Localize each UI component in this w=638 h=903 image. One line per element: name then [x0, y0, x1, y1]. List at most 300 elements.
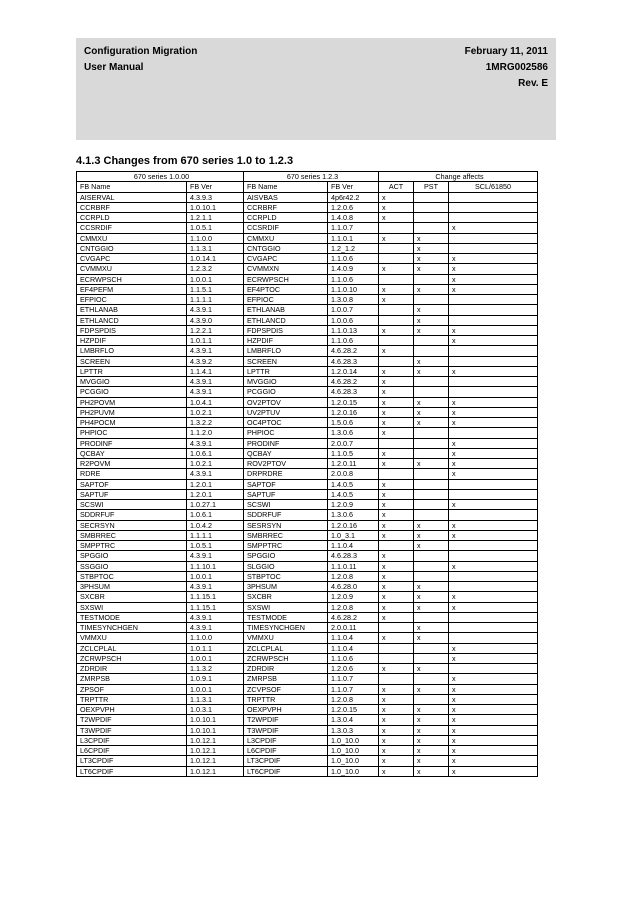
act-cell: x: [379, 551, 414, 561]
old-fb-ver: 1.0.12.1: [187, 766, 244, 776]
new-fb-ver: 1.3.0.6: [328, 428, 379, 438]
act-cell: x: [379, 746, 414, 756]
act-cell: x: [379, 459, 414, 469]
new-fb-name: PHPIOC: [244, 428, 328, 438]
old-fb-ver: 1.0.5.1: [187, 223, 244, 233]
new-fb-name: EF4PTOC: [244, 284, 328, 294]
old-fb-name: CCRPLD: [77, 213, 187, 223]
new-fb-name: SDDRFUF: [244, 510, 328, 520]
pst-cell: [414, 448, 449, 458]
old-fb-ver: 1.0.6.1: [187, 448, 244, 458]
old-fb-ver: 1.0.1.1: [187, 336, 244, 346]
pst-cell: x: [414, 725, 449, 735]
old-fb-name: SXSWI: [77, 602, 187, 612]
new-fb-name: CVGAPC: [244, 254, 328, 264]
new-fb-name: ZCVPSOF: [244, 684, 328, 694]
old-fb-name: CNTGGIO: [77, 243, 187, 253]
old-fb-name: SMBRREC: [77, 530, 187, 540]
act-cell: x: [379, 602, 414, 612]
old-fb-name: PRODINF: [77, 438, 187, 448]
pst-cell: [414, 653, 449, 663]
new-fb-ver: 1.0.0.6: [328, 315, 379, 325]
new-fb-ver: 1.2.0.6: [328, 202, 379, 212]
new-fb-ver: 4.6.28.3: [328, 356, 379, 366]
new-fb-ver: 1.3.0.4: [328, 715, 379, 725]
old-fb-ver: 1.1.10.1: [187, 561, 244, 571]
new-fb-name: SCREEN: [244, 356, 328, 366]
new-fb-name: SXSWI: [244, 602, 328, 612]
new-fb-ver: 2.0.0.8: [328, 469, 379, 479]
pst-cell: [414, 469, 449, 479]
table-row: [77, 336, 538, 346]
scl-cell: x: [449, 756, 538, 766]
document-revision: Rev. E: [518, 78, 548, 89]
act-cell: x: [379, 756, 414, 766]
new-fb-ver: 1.2_1.2: [328, 243, 379, 253]
new-fb-ver: 1.2.0.8: [328, 694, 379, 704]
table-row: [77, 274, 538, 284]
old-fb-ver: 1.2.0.1: [187, 479, 244, 489]
scl-cell: x: [449, 674, 538, 684]
old-fb-name: SXCBR: [77, 592, 187, 602]
new-fb-ver: 4p6r42.2: [328, 192, 379, 202]
old-fb-ver: 1.1.0.0: [187, 233, 244, 243]
act-cell: [379, 315, 414, 325]
pst-cell: x: [414, 705, 449, 715]
pst-cell: x: [414, 315, 449, 325]
old-fb-ver: 1.2.3.2: [187, 264, 244, 274]
pst-cell: x: [414, 366, 449, 376]
old-fb-name: PH2POVM: [77, 397, 187, 407]
group-header-old: 670 series 1.0.00: [77, 172, 244, 182]
scl-cell: x: [449, 397, 538, 407]
act-cell: [379, 643, 414, 653]
new-fb-ver: 1.2.0.8: [328, 602, 379, 612]
scl-cell: x: [449, 366, 538, 376]
new-fb-name: EFPIOC: [244, 295, 328, 305]
act-cell: x: [379, 387, 414, 397]
old-fb-name: ETHLANAB: [77, 305, 187, 315]
old-fb-name: ZPSOF: [77, 684, 187, 694]
act-cell: x: [379, 561, 414, 571]
table-row: [77, 438, 538, 448]
old-fb-ver: 1.0.0.1: [187, 274, 244, 284]
scl-cell: [449, 489, 538, 499]
old-fb-name: LT3CPDIF: [77, 756, 187, 766]
new-fb-ver: 1.3.0.8: [328, 295, 379, 305]
new-fb-name: LPTTR: [244, 366, 328, 376]
scl-cell: [449, 571, 538, 581]
table-row: [77, 582, 538, 592]
scl-cell: x: [449, 735, 538, 745]
table-row: [77, 325, 538, 335]
new-fb-ver: 1.1.0.6: [328, 254, 379, 264]
act-cell: x: [379, 284, 414, 294]
old-fb-ver: 1.2.1.1: [187, 213, 244, 223]
old-fb-ver: 4.3.9.1: [187, 582, 244, 592]
new-fb-name: LMBRFLO: [244, 346, 328, 356]
table-row: [77, 479, 538, 489]
act-cell: x: [379, 766, 414, 776]
old-fb-name: RDRE: [77, 469, 187, 479]
old-fb-ver: 4.3.9.1: [187, 623, 244, 633]
old-fb-name: R2POVM: [77, 459, 187, 469]
new-fb-ver: 1.0_10.0: [328, 735, 379, 745]
table-row: [77, 397, 538, 407]
act-cell: x: [379, 418, 414, 428]
pst-cell: x: [414, 766, 449, 776]
act-cell: x: [379, 592, 414, 602]
new-fb-name: SAPTOF: [244, 479, 328, 489]
new-fb-name: 3PHSUM: [244, 582, 328, 592]
act-cell: x: [379, 428, 414, 438]
table-row: [77, 346, 538, 356]
scl-cell: x: [449, 459, 538, 469]
old-fb-ver: 1.0.4.2: [187, 520, 244, 530]
new-fb-ver: 1.1.0.7: [328, 223, 379, 233]
scl-cell: x: [449, 336, 538, 346]
pst-cell: x: [414, 407, 449, 417]
pst-cell: x: [414, 664, 449, 674]
table-row: [77, 530, 538, 540]
act-cell: x: [379, 500, 414, 510]
act-cell: x: [379, 479, 414, 489]
scl-cell: [449, 428, 538, 438]
act-cell: x: [379, 705, 414, 715]
old-fb-name: MVGGIO: [77, 377, 187, 387]
scl-cell: x: [449, 530, 538, 540]
act-cell: x: [379, 694, 414, 704]
table-row: [77, 735, 538, 745]
act-cell: [379, 274, 414, 284]
header-right: [465, 44, 548, 92]
act-cell: x: [379, 725, 414, 735]
old-fb-name: SDDRFUF: [77, 510, 187, 520]
pst-cell: [414, 387, 449, 397]
scl-cell: [449, 295, 538, 305]
scl-cell: x: [449, 469, 538, 479]
old-fb-ver: 1.0.10.1: [187, 202, 244, 212]
pst-cell: [414, 295, 449, 305]
pst-cell: x: [414, 520, 449, 530]
pst-cell: x: [414, 582, 449, 592]
old-fb-name: T2WPDIF: [77, 715, 187, 725]
old-fb-name: PCGGIO: [77, 387, 187, 397]
new-fb-name: MVGGIO: [244, 377, 328, 387]
old-fb-ver: 1.0.5.1: [187, 541, 244, 551]
pst-cell: x: [414, 243, 449, 253]
pst-cell: x: [414, 356, 449, 366]
pst-cell: x: [414, 305, 449, 315]
old-fb-ver: 4.3.9.1: [187, 612, 244, 622]
new-fb-ver: 1.2.0.16: [328, 520, 379, 530]
pst-cell: x: [414, 397, 449, 407]
new-fb-ver: 4.6.28.3: [328, 551, 379, 561]
old-fb-ver: 1.1.1.1: [187, 530, 244, 540]
table-row: [77, 500, 538, 510]
new-fb-ver: 1.2.0.11: [328, 459, 379, 469]
new-fb-name: TRPTTR: [244, 694, 328, 704]
scl-cell: [449, 377, 538, 387]
old-fb-ver: 1.1.1.1: [187, 295, 244, 305]
new-fb-ver: 1.1.0.4: [328, 633, 379, 643]
scl-cell: x: [449, 274, 538, 284]
scl-cell: [449, 315, 538, 325]
scl-cell: [449, 346, 538, 356]
new-fb-name: SPGGIO: [244, 551, 328, 561]
table-row: [77, 295, 538, 305]
new-fb-ver: 1.2.0.8: [328, 571, 379, 581]
scl-cell: x: [449, 643, 538, 653]
new-fb-name: LT6CPDIF: [244, 766, 328, 776]
table-row: [77, 448, 538, 458]
table-row: [77, 551, 538, 561]
new-fb-ver: 1.2.0.15: [328, 705, 379, 715]
old-fb-ver: 4.3.9.1: [187, 469, 244, 479]
new-fb-name: ZMRPSB: [244, 674, 328, 684]
new-fb-ver: 4.6.28.2: [328, 612, 379, 622]
pst-cell: [414, 428, 449, 438]
document-title: Configuration Migration: [84, 46, 198, 57]
old-fb-ver: 1.1.5.1: [187, 284, 244, 294]
pst-cell: [414, 346, 449, 356]
act-cell: [379, 469, 414, 479]
table-row: [77, 192, 538, 202]
old-fb-name: VMMXU: [77, 633, 187, 643]
section-heading: 4.1.3 Changes from 670 series 1.0 to 1.2.3: [76, 155, 294, 167]
scl-cell: x: [449, 520, 538, 530]
table-row: [77, 243, 538, 253]
pst-cell: x: [414, 715, 449, 725]
old-fb-name: OEXPVPH: [77, 705, 187, 715]
new-fb-name: ETHLANCD: [244, 315, 328, 325]
old-fb-name: CMMXU: [77, 233, 187, 243]
scl-cell: [449, 479, 538, 489]
scl-cell: x: [449, 500, 538, 510]
pst-cell: x: [414, 418, 449, 428]
column-header: FB Ver: [187, 182, 244, 192]
new-fb-ver: 1.4.0.5: [328, 479, 379, 489]
old-fb-name: LMBRFLO: [77, 346, 187, 356]
new-fb-name: UV2PTUV: [244, 407, 328, 417]
act-cell: x: [379, 448, 414, 458]
new-fb-name: L6CPDIF: [244, 746, 328, 756]
act-cell: [379, 305, 414, 315]
scl-cell: x: [449, 223, 538, 233]
act-cell: x: [379, 397, 414, 407]
table-row: [77, 653, 538, 663]
new-fb-name: AISVBAS: [244, 192, 328, 202]
table-row: [77, 612, 538, 622]
old-fb-ver: 1.0.4.1: [187, 397, 244, 407]
new-fb-name: ZCLCPLAL: [244, 643, 328, 653]
scl-cell: x: [449, 438, 538, 448]
new-fb-name: CMMXU: [244, 233, 328, 243]
pst-cell: x: [414, 254, 449, 264]
new-fb-name: CCRBRF: [244, 202, 328, 212]
act-cell: x: [379, 377, 414, 387]
scl-cell: x: [449, 284, 538, 294]
pst-cell: [414, 377, 449, 387]
pst-cell: [414, 438, 449, 448]
old-fb-name: SMPPTRC: [77, 541, 187, 551]
new-fb-ver: 1.0.0.7: [328, 305, 379, 315]
column-header: SCL/61850: [449, 182, 538, 192]
new-fb-name: VMMXU: [244, 633, 328, 643]
old-fb-name: L6CPDIF: [77, 746, 187, 756]
new-fb-ver: 1.1.0.5: [328, 448, 379, 458]
new-fb-name: ZCRWPSCH: [244, 653, 328, 663]
act-cell: [379, 356, 414, 366]
new-fb-name: TIMESYNCHGEN: [244, 623, 328, 633]
old-fb-ver: 4.3.9.1: [187, 346, 244, 356]
old-fb-name: HZPDIF: [77, 336, 187, 346]
new-fb-ver: 1.1.0.6: [328, 653, 379, 663]
new-fb-ver: 1.4.0.9: [328, 264, 379, 274]
pst-cell: [414, 571, 449, 581]
old-fb-name: CVMMXU: [77, 264, 187, 274]
act-cell: x: [379, 202, 414, 212]
new-fb-name: TESTMODE: [244, 612, 328, 622]
pst-cell: [414, 510, 449, 520]
old-fb-ver: 1.0.27.1: [187, 500, 244, 510]
new-fb-ver: 1.1.0.13: [328, 325, 379, 335]
pst-cell: [414, 561, 449, 571]
document-subtitle: User Manual: [84, 62, 144, 73]
table-row: [77, 725, 538, 735]
pst-cell: [414, 223, 449, 233]
new-fb-ver: 4.6.28.3: [328, 387, 379, 397]
new-fb-name: SAPTUF: [244, 489, 328, 499]
pst-cell: [414, 551, 449, 561]
column-header: PST: [414, 182, 449, 192]
scl-cell: [449, 633, 538, 643]
old-fb-name: L3CPDIF: [77, 735, 187, 745]
old-fb-ver: 1.0.0.1: [187, 653, 244, 663]
old-fb-name: CVGAPC: [77, 254, 187, 264]
table-row: [77, 571, 538, 581]
old-fb-name: PHPIOC: [77, 428, 187, 438]
new-fb-name: SMBRREC: [244, 530, 328, 540]
old-fb-ver: 1.3.2.2: [187, 418, 244, 428]
new-fb-name: SMPPTRC: [244, 541, 328, 551]
table-row: [77, 428, 538, 438]
scl-cell: x: [449, 653, 538, 663]
old-fb-name: FDPSPDIS: [77, 325, 187, 335]
column-header: FB Name: [244, 182, 328, 192]
pst-cell: [414, 694, 449, 704]
new-fb-ver: 1.3.0.6: [328, 510, 379, 520]
old-fb-ver: 1.1.3.1: [187, 243, 244, 253]
new-fb-name: T2WPDIF: [244, 715, 328, 725]
table-row: [77, 643, 538, 653]
scl-cell: [449, 664, 538, 674]
old-fb-ver: 1.1.3.1: [187, 694, 244, 704]
act-cell: x: [379, 510, 414, 520]
pst-cell: [414, 643, 449, 653]
old-fb-name: ZCLCPLAL: [77, 643, 187, 653]
pst-cell: x: [414, 284, 449, 294]
table-row: [77, 541, 538, 551]
pst-cell: x: [414, 756, 449, 766]
table-row: [77, 469, 538, 479]
old-fb-ver: 1.0.10.1: [187, 715, 244, 725]
new-fb-name: ROV2PTOV: [244, 459, 328, 469]
new-fb-name: PRODINF: [244, 438, 328, 448]
scl-cell: [449, 582, 538, 592]
table-row: [77, 366, 538, 376]
old-fb-name: TIMESYNCHGEN: [77, 623, 187, 633]
pst-cell: x: [414, 633, 449, 643]
table-row: [77, 674, 538, 684]
scl-cell: [449, 510, 538, 520]
new-fb-name: SLGGIO: [244, 561, 328, 571]
act-cell: [379, 623, 414, 633]
old-fb-ver: 1.0.2.1: [187, 407, 244, 417]
old-fb-ver: 1.2.0.1: [187, 489, 244, 499]
old-fb-name: TRPTTR: [77, 694, 187, 704]
old-fb-ver: 1.0.0.1: [187, 684, 244, 694]
act-cell: [379, 243, 414, 253]
old-fb-name: ZDRDIR: [77, 664, 187, 674]
act-cell: x: [379, 264, 414, 274]
table-row: [77, 510, 538, 520]
old-fb-ver: 1.0.9.1: [187, 674, 244, 684]
act-cell: x: [379, 530, 414, 540]
column-header: ACT: [379, 182, 414, 192]
new-fb-name: L3CPDIF: [244, 735, 328, 745]
column-header-row: [77, 182, 538, 192]
group-header-row: [77, 172, 538, 182]
table-row: [77, 694, 538, 704]
old-fb-name: T3WPDIF: [77, 725, 187, 735]
pst-cell: [414, 674, 449, 684]
old-fb-ver: 1.0.1.1: [187, 643, 244, 653]
old-fb-name: QCBAY: [77, 448, 187, 458]
new-fb-ver: 1.2.0.15: [328, 397, 379, 407]
new-fb-name: QCBAY: [244, 448, 328, 458]
old-fb-ver: 1.0.14.1: [187, 254, 244, 264]
table-row: [77, 315, 538, 325]
new-fb-name: CCSRDIF: [244, 223, 328, 233]
column-header: FB Name: [77, 182, 187, 192]
new-fb-ver: 4.6.28.0: [328, 582, 379, 592]
old-fb-ver: 1.1.3.2: [187, 664, 244, 674]
table-row: [77, 602, 538, 612]
scl-cell: [449, 623, 538, 633]
table-row: [77, 623, 538, 633]
old-fb-name: SPGGIO: [77, 551, 187, 561]
act-cell: x: [379, 366, 414, 376]
table-row: [77, 489, 538, 499]
act-cell: x: [379, 346, 414, 356]
old-fb-ver: 4.3.9.1: [187, 377, 244, 387]
table-row: [77, 592, 538, 602]
table-row: [77, 387, 538, 397]
pst-cell: x: [414, 746, 449, 756]
table-row: [77, 407, 538, 417]
scl-cell: x: [449, 766, 538, 776]
old-fb-ver: 1.0.0.1: [187, 571, 244, 581]
table-row: [77, 459, 538, 469]
old-fb-ver: 1.1.4.1: [187, 366, 244, 376]
table-row: [77, 213, 538, 223]
new-fb-ver: 4.6.28.2: [328, 346, 379, 356]
scl-cell: x: [449, 705, 538, 715]
table-row: [77, 202, 538, 212]
old-fb-ver: 4.3.9.1: [187, 551, 244, 561]
act-cell: [379, 438, 414, 448]
